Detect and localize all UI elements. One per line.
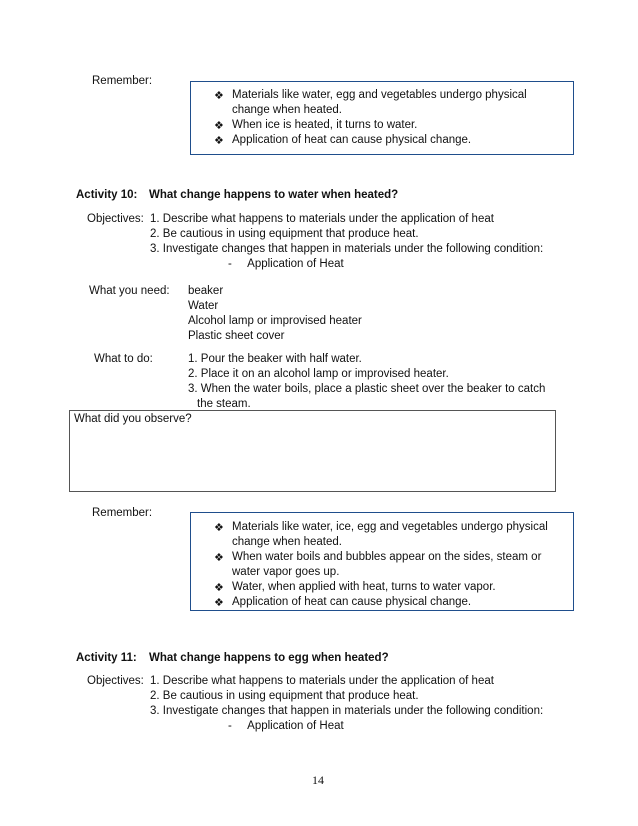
need-item: beaker [188, 285, 224, 297]
bullet-diamond-icon: ❖ [214, 596, 224, 609]
remember-bullet-text: Application of heat can cause physical change. [232, 134, 472, 146]
remember-bullet-text: Water, when applied with heat, turns to water vapor. [232, 581, 496, 593]
activity-title: What change happens to water when heated? [149, 189, 399, 201]
todo-step: the steam. [197, 398, 251, 410]
bullet-diamond-icon: ❖ [214, 119, 224, 132]
activity-number: Activity 11: [76, 652, 137, 664]
remember-bullet-text: When ice is heated, it turns to water. [232, 119, 418, 131]
objective-item: 3. Investigate changes that happen in materials under the following condition: [150, 243, 544, 255]
objective-item: 3. Investigate changes that happen in materials under the following condition: [150, 705, 544, 717]
bullet-diamond-icon: ❖ [214, 581, 224, 594]
todo-step: 3. When the water boils, place a plastic sheet over the beaker to catch [188, 383, 546, 395]
objective-condition: - Application of Heat [228, 720, 344, 732]
remember-label: Remember: [92, 75, 153, 87]
page-number: 14 [312, 773, 324, 787]
observation-prompt: What did you observe? [74, 413, 192, 425]
remember-bullet-text: Application of heat can cause physical change. [232, 596, 472, 608]
bullet-diamond-icon: ❖ [214, 89, 224, 102]
objective-item: 1. Describe what happens to materials under the application of heat [150, 213, 494, 225]
bullet-diamond-icon: ❖ [214, 551, 224, 564]
activity-number: Activity 10: [76, 189, 138, 201]
todo-step: 2. Place it on an alcohol lamp or improvised heater. [188, 368, 449, 380]
objective-item: 2. Be cautious in using equipment that produce heat. [150, 690, 419, 702]
remember-bullet-text: Materials like water, egg and vegetables undergo physical [232, 89, 527, 101]
objectives-label: Objectives: [87, 675, 144, 687]
need-item: Water [188, 300, 219, 312]
remember-bullet-text: water vapor goes up. [232, 566, 340, 578]
activity-title: What change happens to egg when heated? [149, 652, 389, 664]
objective-item: 2. Be cautious in using equipment that produce heat. [150, 228, 419, 240]
bullet-diamond-icon: ❖ [214, 134, 224, 147]
objective-condition: - Application of Heat [228, 258, 344, 270]
bullet-diamond-icon: ❖ [214, 521, 224, 534]
remember-bullet-text: Materials like water, ice, egg and vegetables undergo physical [232, 521, 548, 533]
need-item: Alcohol lamp or improvised heater [188, 315, 362, 327]
remember-bullet-text: change when heated. [232, 104, 342, 116]
need-label: What you need: [89, 285, 170, 297]
todo-step: 1. Pour the beaker with half water. [188, 353, 362, 365]
objectives-label: Objectives: [87, 213, 144, 225]
objective-item: 1. Describe what happens to materials under the application of heat [150, 675, 494, 687]
remember-label: Remember: [92, 507, 153, 519]
remember-bullet-text: change when heated. [232, 536, 342, 548]
need-item: Plastic sheet cover [188, 330, 285, 342]
remember-bullet-text: When water boils and bubbles appear on the sides, steam or [232, 551, 542, 563]
todo-label: What to do: [94, 353, 153, 365]
